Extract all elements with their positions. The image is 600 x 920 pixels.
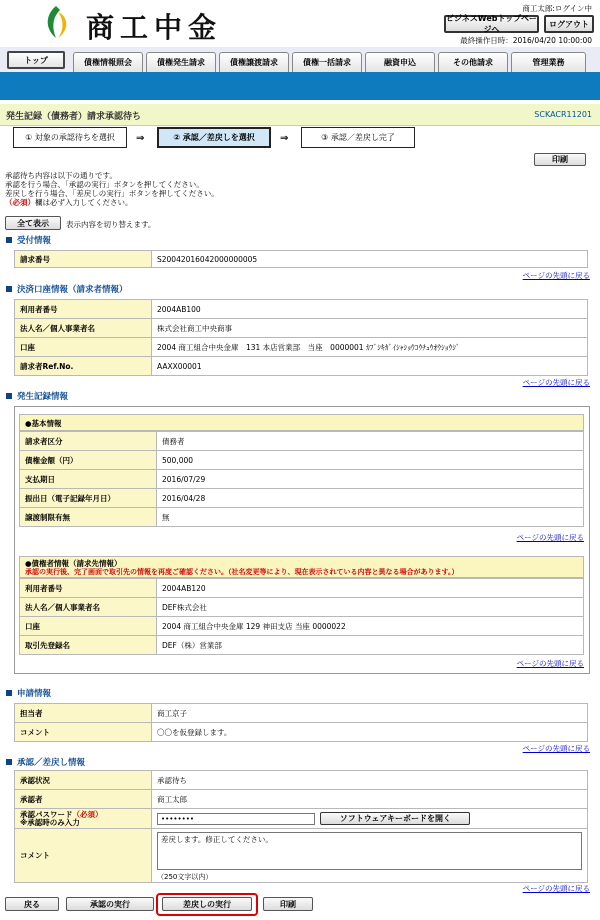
step-arrow: ⇒ [280, 133, 289, 144]
user-status: 商工太郎:ログイン中 [522, 4, 592, 13]
ref-no-value: AAXX00001 [152, 357, 588, 376]
due-date-value: 2016/07/29 [157, 470, 584, 489]
table-row [20, 470, 584, 489]
approver-value: 商工太郎 [152, 790, 588, 809]
tab-bulk-request[interactable]: 債権一括請求 [292, 52, 362, 72]
approve-button[interactable]: 承認の実行 [66, 897, 154, 911]
section-reception [6, 234, 51, 246]
section-square-icon [6, 237, 12, 243]
page-top-link[interactable]: ページの先頭に戻る [522, 271, 590, 280]
table-row [20, 432, 584, 451]
approval-comment-textarea[interactable]: 差戻します。修正してください。 [157, 832, 582, 870]
creditor-warning: 承認の実行後、完了画面で取引先の情報を再度ご確認ください。（社名変更等により、現在表示されている内容と異なる場合があります。） [25, 568, 459, 576]
step-1: ① 対象の承認待ちを選択 [13, 127, 127, 148]
creditor-info-header [19, 556, 584, 578]
section-title: 決済口座情報（請求者情報） [17, 285, 128, 295]
creditor-info-title: ●債権者情報（請求先情報） [25, 559, 122, 568]
label-approver: 承認者 [15, 790, 152, 809]
amount-value: 500,000 [157, 451, 584, 470]
last-operation: 最終操作日時：2016/04/20 10:00:00 [460, 36, 592, 45]
approval-status-value: 承認待ち [152, 771, 588, 790]
password-cell [152, 809, 588, 829]
section-application [6, 687, 51, 699]
table-row [15, 319, 588, 338]
table-row [20, 598, 584, 617]
instruction-line: 差戻しを行う場合、「差戻しの実行」ボタンを押してください。 [5, 189, 219, 198]
section-title: 発生記録情報 [17, 392, 69, 402]
label-issue-date: 振出日（電子記録年月日） [20, 489, 157, 508]
section-title: 申請情報 [17, 689, 52, 699]
section-approval [6, 756, 85, 768]
table-row [15, 338, 588, 357]
label-transfer-limit: 譲渡制限有無 [20, 508, 157, 527]
person-in-charge-value: 商工京子 [152, 704, 588, 723]
table-row [15, 790, 588, 809]
application-comment-value: 〇〇を仮登録します。 [152, 723, 588, 742]
table-row [15, 829, 588, 883]
section-square-icon [6, 286, 12, 292]
label-requester-type: 請求者区分 [20, 432, 157, 451]
back-button[interactable]: 戻る [5, 897, 59, 911]
table-row [15, 300, 588, 319]
tab-credit-transfer[interactable]: 債権譲渡請求 [219, 52, 289, 72]
step-3: ③ 承認／差戻し完了 [301, 127, 415, 148]
label-creditor-name: 法人名／個人事業者名 [20, 598, 157, 617]
required-note [5, 198, 133, 207]
tab-other[interactable]: その他請求 [438, 52, 508, 72]
partner-name-value: DEF（株）営業部 [157, 636, 584, 655]
page-top-link[interactable]: ページの先頭に戻る [522, 378, 590, 387]
creditor-user-number-value: 2004AB120 [157, 579, 584, 598]
page-top-link[interactable]: ページの先頭に戻る [522, 884, 590, 893]
label-company-name: 法人名／個人事業者名 [15, 319, 152, 338]
section-title: 受付情報 [17, 236, 52, 246]
label-ref-no: 請求者Ref.No. [15, 357, 152, 376]
label-approval-password [15, 809, 152, 829]
page-title: 発生記録（債務者）請求承認待ち [6, 112, 142, 122]
label-user-number: 利用者番号 [15, 300, 152, 319]
nav-bar [0, 72, 600, 100]
instruction-line: 承認を行う場合、「承認の実行」ボタンを押してください。 [5, 180, 204, 189]
label-approval-comment: コメント [15, 829, 152, 883]
label-creditor-user-number: 利用者番号 [20, 579, 157, 598]
required-note-text: 欄は必ず入力してください。 [35, 198, 133, 207]
print-button[interactable]: 印刷 [534, 153, 586, 166]
reject-button[interactable]: 差戻しの実行 [162, 897, 252, 911]
screen-id: SCKACR11201 [534, 110, 592, 119]
tab-top[interactable]: トップ [7, 51, 65, 69]
section-title: 承認／差戻し情報 [17, 758, 86, 768]
label-approval-status: 承認状況 [15, 771, 152, 790]
section-square-icon [6, 690, 12, 696]
label-account: 口座 [15, 338, 152, 357]
web-top-button[interactable]: ビジネスWebトップページへ [444, 15, 539, 33]
comment-limit: （250文字以内） [157, 873, 213, 881]
tab-loan[interactable]: 融資申込 [365, 52, 435, 72]
label-creditor-account: 口座 [20, 617, 157, 636]
table-row [15, 251, 588, 268]
table-row [15, 809, 588, 829]
software-keyboard-button[interactable]: ソフトウェアキーボードを開く [320, 812, 470, 825]
table-row [15, 704, 588, 723]
requester-type-value: 債務者 [157, 432, 584, 451]
tab-credit-inquiry[interactable]: 債権情報照会 [73, 52, 143, 72]
tab-credit-issue[interactable]: 債権発生請求 [146, 52, 216, 72]
page-top-link[interactable]: ページの先頭に戻る [516, 659, 584, 668]
section-record [6, 390, 68, 402]
label-partner-name: 取引先登録名 [20, 636, 157, 655]
issue-date-value: 2016/04/28 [157, 489, 584, 508]
password-label: 承認パスワード [20, 809, 73, 819]
section-square-icon [6, 393, 12, 399]
settlement-table [14, 299, 588, 376]
transfer-limit-value: 無 [157, 508, 584, 527]
label-application-comment: コメント [15, 723, 152, 742]
table-row [20, 617, 584, 636]
logout-button[interactable]: ログアウト [544, 15, 594, 33]
table-row [15, 771, 588, 790]
request-number-value: S20042016042000000005 [152, 251, 588, 268]
section-square-icon [6, 759, 12, 765]
section-settlement [6, 283, 128, 295]
table-row [20, 489, 584, 508]
table-row [20, 451, 584, 470]
approval-table [14, 770, 588, 883]
password-note: ※承認時のみ入力 [20, 817, 80, 827]
show-all-button[interactable]: 全て表示 [5, 216, 61, 230]
basic-info-table [19, 431, 584, 527]
step-arrow: ⇒ [136, 133, 145, 144]
account-value: 2004 商工組合中央金庫 131 本店営業部 当座 0000001 ｶﾌﾞｼｷｶﾞｲｼｬｼｮｳｺｳﾁｭｳｵｳｼｮｳｼﾞ [152, 338, 588, 357]
approval-password-input[interactable]: •••••••• [157, 813, 315, 825]
required-mark: （必須） [5, 198, 35, 207]
page-top-link[interactable]: ページの先頭に戻る [516, 533, 584, 542]
logo-text: 商工中金 [86, 11, 223, 44]
label-due-date: 支払期日 [20, 470, 157, 489]
page-top-link[interactable]: ページの先頭に戻る [522, 744, 590, 753]
label-person-in-charge: 担当者 [15, 704, 152, 723]
user-number-value: 2004AB100 [152, 300, 588, 319]
label-request-number: 請求番号 [15, 251, 152, 268]
password-required-mark: （必須） [72, 809, 103, 819]
creditor-info-table [19, 578, 584, 655]
footer-print-button[interactable]: 印刷 [263, 897, 313, 911]
creditor-account-value: 2004 商工組合中央金庫 129 神田支店 当座 0000022 [157, 617, 584, 636]
table-row [15, 357, 588, 376]
logo-icon [38, 4, 74, 40]
comment-cell [152, 829, 588, 883]
table-row [20, 636, 584, 655]
table-row [20, 579, 584, 598]
step-2: ② 承認／差戻しを選択 [157, 127, 271, 148]
instruction-line: 承認待ち内容は以下の通りです。 [5, 171, 117, 180]
label-amount: 債権金額（円） [20, 451, 157, 470]
reception-table [14, 250, 588, 268]
company-name-value: 株式会社商工中央商事 [152, 319, 588, 338]
application-table [14, 703, 588, 742]
basic-info-header: ●基本情報 [19, 414, 584, 431]
creditor-name-value: DEF株式会社 [157, 598, 584, 617]
show-all-note: 表示内容を切り替えます。 [66, 220, 156, 229]
table-row [15, 723, 588, 742]
tab-admin[interactable]: 管理業務 [511, 52, 586, 72]
table-row [20, 508, 584, 527]
